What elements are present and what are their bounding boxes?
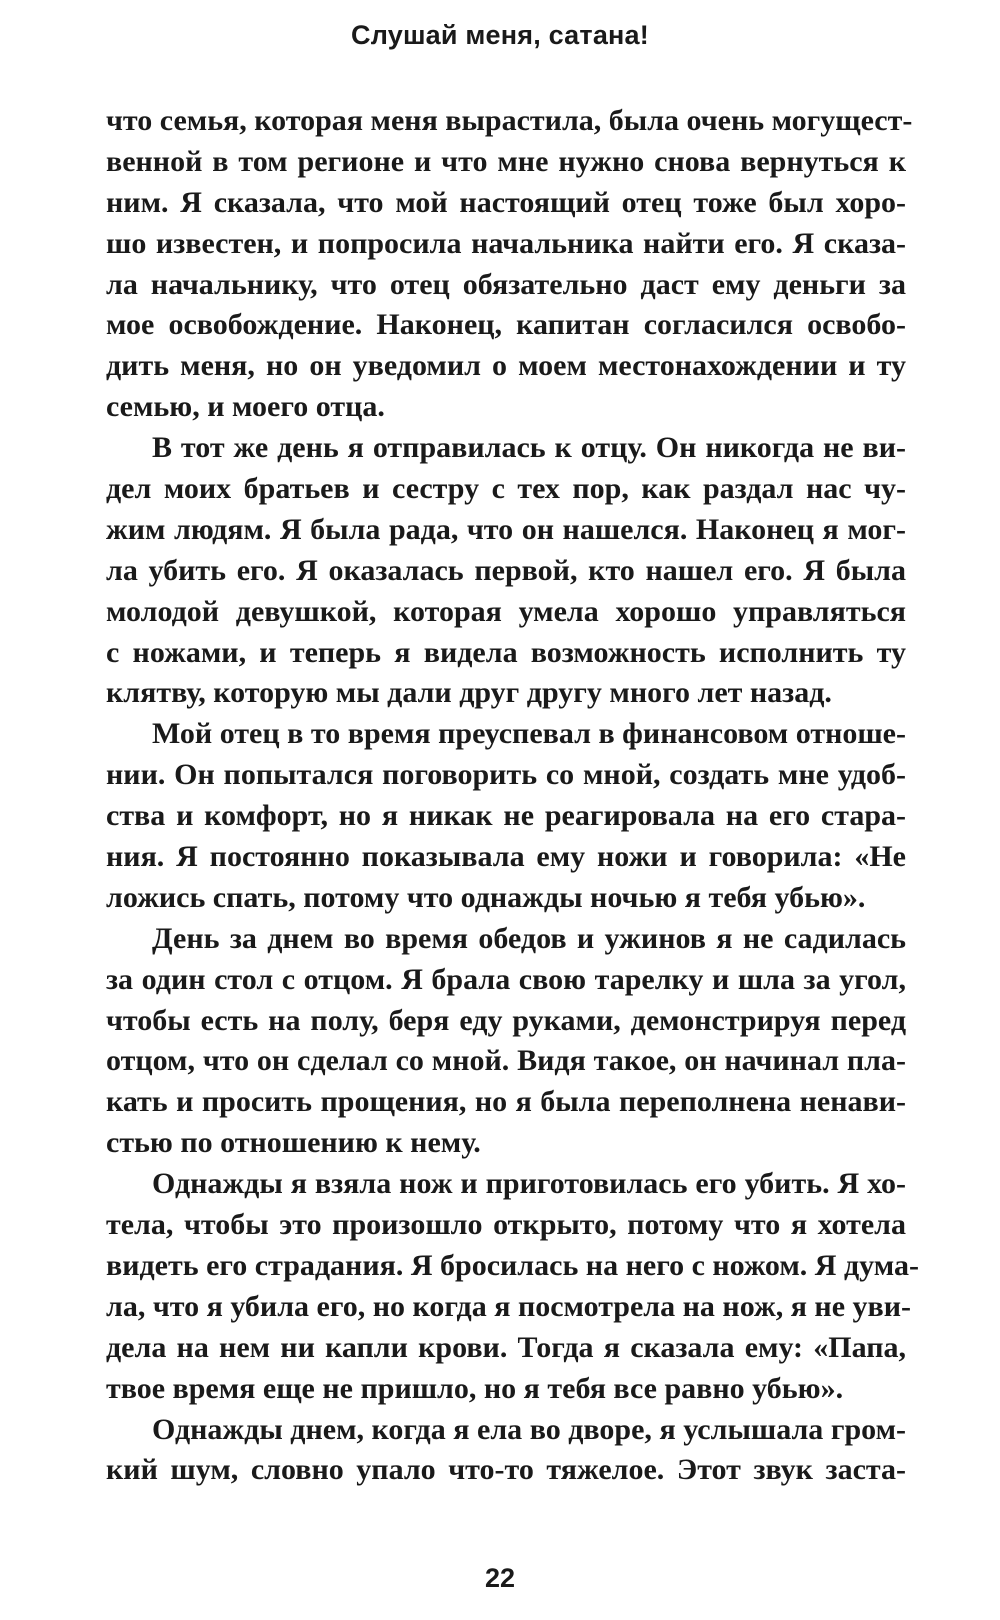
text-line: дел моих братьев и сестру с тех пор, как раздал нас чу- <box>106 472 906 506</box>
text-line: молодой девушкой, которая умела хорошо управляться <box>106 594 906 628</box>
text-line: В тот же день я отправилась к отцу. Он никогда не ви- <box>152 431 906 465</box>
text-line: видеть его страдания. Я бросилась на него с ножом. Я дума- <box>106 1248 919 1282</box>
text-line: ла убить его. Я оказалась первой, кто нашел его. Я была <box>106 553 906 587</box>
text-line: кать и просить прощения, но я была переполнена ненави- <box>106 1085 906 1119</box>
text-line: тела, чтобы это произошло открыто, потому что я хотела <box>106 1208 906 1242</box>
text-line: ложись спать, потому что однажды ночью я тебя убью». <box>106 880 866 914</box>
text-line: твое время еще не пришло, но я тебя все равно убью». <box>106 1371 844 1405</box>
text-line: нии. Он попытался поговорить со мной, создать мне удоб- <box>106 758 906 792</box>
page-number: 22 <box>484 1563 516 1593</box>
paragraph <box>106 714 906 918</box>
paragraph <box>106 1410 906 1492</box>
text-line: ства и комфорт, но я никак не реагировала на его стара- <box>106 799 906 833</box>
text-line: семью, и моего отца. <box>106 390 385 424</box>
paragraph <box>106 428 906 714</box>
text-line: День за днем во время обедов и ужинов я не садилась <box>152 921 906 955</box>
text-line: стью по отношению к нему. <box>106 1126 481 1160</box>
text-line: клятву, которую мы дали друг другу много лет назад. <box>106 676 832 710</box>
text-line: ния. Я постоянно показывала ему ножи и говорила: «Не <box>106 840 906 874</box>
text-line: Однажды я взяла нож и приготовилась его убить. Я хо- <box>152 1167 906 1201</box>
text-line: дить меня, но он уведомил о моем местонахождении и ту <box>106 349 906 383</box>
body-text <box>106 101 919 1491</box>
text-line: дела на нем ни капли крови. Тогда я сказала ему: «Папа, <box>106 1330 906 1364</box>
text-line: Однажды днем, когда я ела во дворе, я услышала гром- <box>152 1412 906 1446</box>
text-line: отцом, что он сделал со мной. Видя такое, он начинал пла- <box>106 1044 906 1078</box>
text-line: шо известен, и попросила начальника найти его. Я сказа- <box>106 226 906 260</box>
text-line: жим людям. Я была рада, что он нашелся. Наконец я мог- <box>106 512 906 546</box>
running-head: Слушай меня, сатана! <box>351 20 649 50</box>
paragraph <box>106 919 906 1164</box>
text-line: чтобы есть на полу, беря еду руками, демонстрируя перед <box>106 1003 906 1037</box>
text-line: ла начальнику, что отец обязательно даст ему деньги за <box>106 267 906 301</box>
text-line: мое освобождение. Наконец, капитан согласился освобо- <box>106 308 906 342</box>
paragraph <box>106 1164 919 1409</box>
text-line: кий шум, словно упало что-то тяжелое. Этот звук заста- <box>106 1453 906 1487</box>
text-line: с ножами, и теперь я видела возможность исполнить ту <box>106 635 906 669</box>
text-line: за один стол с отцом. Я брала свою тарелку и шла за угол, <box>106 962 906 996</box>
paragraph <box>106 101 913 428</box>
text-line: что семья, которая меня вырастила, была очень могущест- <box>106 104 913 137</box>
text-line: венной в том регионе и что мне нужно снова вернуться к <box>106 144 906 178</box>
text-line: ним. Я сказала, что мой настоящий отец тоже был хоро- <box>106 185 906 219</box>
text-line: Мой отец в то время преуспевал в финансовом отноше- <box>152 717 906 751</box>
text-line: ла, что я убила его, но когда я посмотрела на нож, я не уви- <box>106 1289 912 1323</box>
